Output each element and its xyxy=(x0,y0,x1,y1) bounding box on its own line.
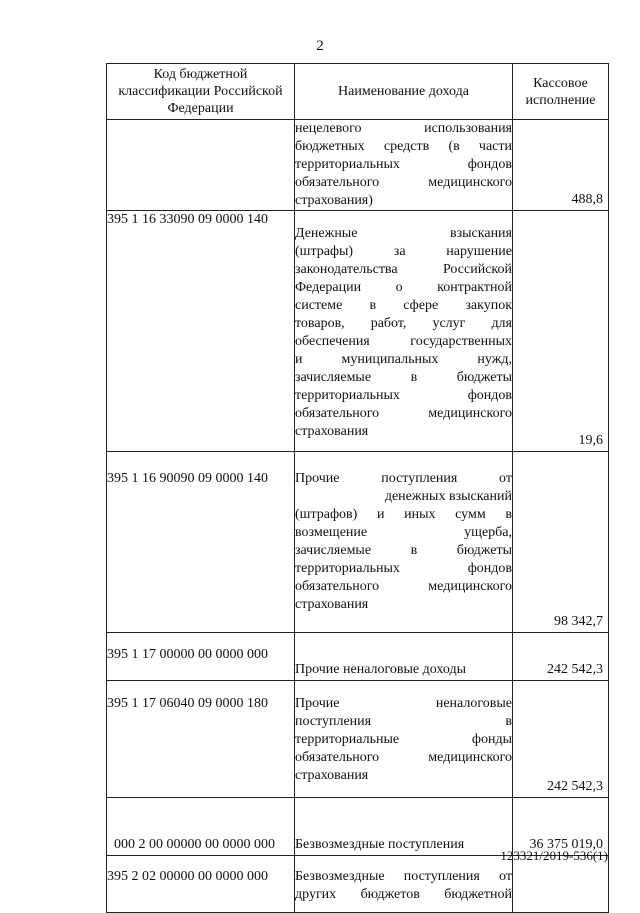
row-code: 395 1 17 06040 09 0000 180 xyxy=(107,681,295,798)
row-name xyxy=(295,856,513,913)
row-name xyxy=(295,120,513,211)
table-row xyxy=(107,452,609,633)
row-name-line: товаров, работ, услуг для xyxy=(295,316,512,331)
row-name-line: страхования) xyxy=(295,193,373,208)
row-name-line: территориальных фондов xyxy=(295,388,512,403)
row-name-line: бюджетных средств (в части xyxy=(295,139,512,154)
row-name-line: зачисляемые в бюджеты xyxy=(295,370,512,385)
row-name-line: Безвозмездные поступления xyxy=(295,837,465,852)
row-name-line: Прочие неналоговые xyxy=(295,696,512,711)
row-name xyxy=(295,452,513,633)
row-name-line: территориальных фондов xyxy=(295,157,512,172)
row-code: 395 1 16 33090 09 0000 140 xyxy=(107,211,295,452)
row-name-line: обязательного медицинского xyxy=(295,579,512,594)
row-name-line: поступления в xyxy=(295,714,512,729)
row-amount xyxy=(513,856,609,913)
header-amount: Кассовое исполнение xyxy=(513,64,609,120)
row-amount: 488,8 xyxy=(513,120,609,211)
row-name-line: территориальных фондов xyxy=(295,561,512,576)
row-name-line: и муниципальных нужд, xyxy=(295,352,512,367)
header-name: Наименование дохода xyxy=(295,64,513,120)
row-name-line: обязательного медицинского xyxy=(295,406,512,421)
row-name-line: страхования xyxy=(295,768,369,783)
row-name-line: Прочие неналоговые доходы xyxy=(295,662,467,677)
row-name xyxy=(295,681,513,798)
row-name-line: системе в сфере закупок xyxy=(295,298,512,313)
row-name-line: (штрафов) и иных сумм в xyxy=(295,507,512,522)
row-name-line: законодательства Российской xyxy=(295,262,512,277)
row-amount: 242 542,3 xyxy=(513,681,609,798)
row-name-line: обеспечения государственных xyxy=(295,334,512,349)
row-name-line: страхования xyxy=(295,424,369,439)
row-code: 395 2 02 00000 00 0000 000 xyxy=(107,856,295,913)
row-amount: 98 342,7 xyxy=(513,452,609,633)
row-code: 000 2 00 00000 00 0000 000 xyxy=(107,798,295,856)
table-row xyxy=(107,681,609,798)
row-name-line: нецелевого использования xyxy=(295,121,512,136)
row-code: 395 1 16 90090 09 0000 140 xyxy=(107,452,295,633)
page-number: 2 xyxy=(316,38,324,54)
row-name-line: возмещение ущерба, xyxy=(295,525,512,540)
row-name-line: Федерации о контрактной xyxy=(295,280,512,295)
table-row xyxy=(107,120,609,211)
table-row xyxy=(107,211,609,452)
row-name-line: страхования xyxy=(295,597,369,612)
row-name xyxy=(295,633,513,681)
row-name-line: других бюджетов бюджетной xyxy=(295,887,512,902)
row-code: 395 1 17 00000 00 0000 000 xyxy=(107,633,295,681)
header-code: Код бюджетной классификации Российской Федерации xyxy=(107,64,295,120)
row-name-line: Денежные взыскания xyxy=(295,226,512,241)
table-row xyxy=(107,856,609,913)
row-amount: 36 375 019,0 xyxy=(513,798,609,856)
row-name xyxy=(295,798,513,856)
table-row xyxy=(107,798,609,856)
row-name-line: обязательного медицинского xyxy=(295,750,512,765)
row-amount: 242 542,3 xyxy=(513,633,609,681)
row-name-line: Безвозмездные поступления от xyxy=(295,869,512,884)
row-name-line: зачисляемые в бюджеты xyxy=(295,543,512,558)
row-name-line: территориальные фонды xyxy=(295,732,512,747)
row-amount: 19,6 xyxy=(513,211,609,452)
revenue-table xyxy=(106,63,609,913)
row-name-line: Прочие поступления от xyxy=(295,471,512,486)
table-row xyxy=(107,633,609,681)
document-id: 123321/2019-536(1) xyxy=(500,848,608,863)
row-name-line: (штрафы) за нарушение xyxy=(295,244,512,259)
row-name xyxy=(295,211,513,452)
row-code xyxy=(107,120,295,211)
row-name-line: денежных взысканий xyxy=(384,489,512,504)
row-name-line: обязательного медицинского xyxy=(295,175,512,190)
table-header-row xyxy=(107,64,609,120)
